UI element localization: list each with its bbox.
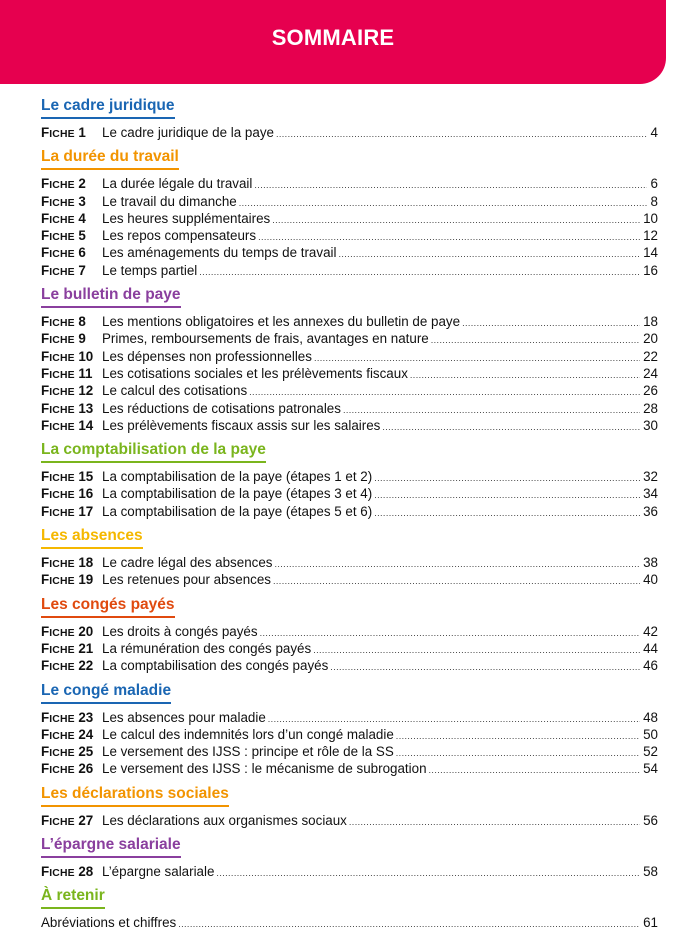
fiche-number: FICHE 27 — [41, 812, 94, 828]
toc-section — [41, 886, 658, 937]
entry-label: Le travail du dimanche — [102, 193, 237, 209]
entry-label: Abréviations et chiffres — [41, 915, 177, 931]
page-number: 56 — [643, 812, 658, 828]
page-number: 20 — [643, 331, 658, 347]
page-number: 54 — [643, 761, 658, 777]
fiche-number: FICHE 23 — [41, 709, 94, 725]
toc-entry[interactable] — [41, 244, 658, 261]
dot-leader — [272, 212, 640, 229]
toc-section — [41, 526, 658, 595]
section-title: Le congé maladie — [41, 681, 171, 704]
dot-leader — [178, 916, 640, 933]
dot-leader — [199, 264, 640, 281]
toc-entry[interactable] — [41, 227, 658, 244]
section-title: L’épargne salariale — [41, 835, 181, 858]
dot-leader — [276, 126, 647, 143]
dot-leader — [260, 625, 641, 642]
toc-section — [41, 784, 658, 835]
entry-label: La comptabilisation de la paye (étapes 3 et 4) — [102, 486, 373, 502]
entry-label: La durée légale du travail — [102, 176, 253, 192]
fiche-number: FICHE 1 — [41, 125, 86, 140]
toc-section — [41, 681, 658, 784]
dot-leader — [274, 556, 640, 573]
page-number: 46 — [643, 658, 658, 674]
entry-label: Les absences pour maladie — [102, 709, 266, 725]
toc-entry[interactable] — [41, 313, 658, 330]
page-number: 14 — [643, 245, 658, 261]
entry-label: La comptabilisation des congés payés — [102, 658, 329, 674]
entry-label: L’épargne salariale — [102, 864, 215, 880]
toc-section — [41, 147, 658, 285]
page-number: 40 — [643, 572, 658, 588]
toc-entry[interactable] — [41, 812, 658, 829]
entry-label: La comptabilisation de la paye (étapes 5 et 6) — [102, 503, 373, 519]
dot-leader — [273, 573, 640, 590]
dot-leader — [374, 470, 640, 487]
section-title: À retenir — [41, 886, 105, 909]
section-title: Les déclarations sociales — [41, 784, 229, 807]
fiche-number: FICHE 28 — [41, 864, 94, 880]
section-title: Les congés payés — [41, 595, 175, 618]
fiche-number: FICHE 18 — [41, 555, 94, 571]
entry-label: Les déclarations aux organismes sociaux — [102, 812, 347, 828]
page-number: 26 — [643, 383, 658, 399]
toc-entry[interactable] — [41, 210, 658, 227]
toc-entry[interactable] — [41, 726, 658, 743]
entry-label: Le versement des IJSS : le mécanisme de subrogation — [102, 761, 427, 777]
toc-entry[interactable] — [41, 124, 658, 141]
toc-section — [41, 440, 658, 526]
entry-label: Les mentions obligatoires et les annexes du bulletin de paye — [102, 314, 461, 330]
page-number: 30 — [643, 417, 658, 433]
toc-entry[interactable] — [41, 330, 658, 347]
dot-leader — [429, 762, 641, 779]
toc-section — [41, 595, 658, 681]
toc-entry[interactable] — [41, 503, 658, 520]
toc-entry[interactable] — [41, 914, 658, 931]
dot-leader — [462, 315, 640, 332]
page-number: 18 — [643, 314, 658, 330]
fiche-number: FICHE 17 — [41, 503, 94, 519]
page-number: 52 — [643, 744, 658, 760]
entry-label: Les cotisations sociales et les prélèvements fiscaux — [102, 365, 408, 381]
fiche-number: FICHE 11 — [41, 365, 93, 381]
toc-section — [41, 835, 658, 886]
toc-entry[interactable] — [41, 485, 658, 502]
fiche-number: FICHE 25 — [41, 744, 94, 760]
page-number: 36 — [643, 503, 658, 519]
fiche-number: FICHE 12 — [41, 383, 94, 399]
dot-leader — [330, 659, 640, 676]
section-title: Les absences — [41, 526, 143, 549]
dot-leader — [239, 195, 647, 212]
page-number: 32 — [643, 469, 658, 485]
page-number: 48 — [643, 709, 658, 725]
section-title: Le cadre juridique — [41, 96, 175, 119]
page-number: 34 — [643, 486, 658, 502]
entry-label: La comptabilisation de la paye (étapes 1 et 2) — [102, 469, 373, 485]
fiche-number: FICHE 5 — [41, 228, 86, 244]
toc-entry[interactable] — [41, 417, 658, 434]
fiche-number: FICHE 21 — [41, 640, 94, 656]
dot-leader — [382, 419, 640, 436]
fiche-number: FICHE 7 — [41, 262, 86, 278]
page-number: 44 — [643, 640, 658, 656]
dot-leader — [410, 367, 640, 384]
entry-label: Les réductions de cotisations patronales — [102, 400, 341, 416]
page-title: SOMMAIRE — [271, 25, 395, 50]
dot-leader — [374, 505, 640, 522]
toc-entry[interactable] — [41, 400, 658, 417]
dot-leader — [216, 865, 640, 882]
entry-label: Le cadre juridique de la paye — [102, 125, 274, 140]
toc-entry[interactable] — [41, 175, 658, 192]
entry-label: Primes, remboursements de frais, avantages en nature — [102, 331, 429, 347]
fiche-number: FICHE 4 — [41, 210, 86, 226]
fiche-number: FICHE 24 — [41, 726, 94, 742]
page-number: 24 — [643, 365, 658, 381]
section-title: Le bulletin de paye — [41, 285, 181, 308]
page-number: 58 — [643, 864, 658, 880]
entry-label: Les prélèvements fiscaux assis sur les salaires — [102, 417, 381, 433]
dot-leader — [349, 814, 640, 831]
fiche-number: FICHE 8 — [41, 314, 86, 330]
toc-entry[interactable] — [41, 365, 658, 382]
page-number: 4 — [650, 125, 658, 140]
page-number: 38 — [643, 555, 658, 571]
section-title: La durée du travail — [41, 147, 179, 170]
entry-label: Les droits à congés payés — [102, 623, 258, 639]
toc-section — [41, 285, 658, 440]
page-number: 61 — [643, 915, 658, 931]
fiche-number: FICHE 9 — [41, 331, 86, 347]
entry-label: Les dépenses non professionnelles — [102, 348, 312, 364]
entry-label: Les aménagements du temps de travail — [102, 245, 337, 261]
entry-label: Les heures supplémentaires — [102, 210, 271, 226]
toc-entry[interactable] — [41, 382, 658, 399]
page-number: 22 — [643, 348, 658, 364]
page-number: 6 — [650, 176, 658, 192]
toc-entry[interactable] — [41, 863, 658, 880]
fiche-number: FICHE 3 — [41, 193, 86, 209]
entry-label: Le versement des IJSS : principe et rôle de la SS — [102, 744, 394, 760]
fiche-number: FICHE 15 — [41, 469, 94, 485]
entry-label: Le temps partiel — [102, 262, 198, 278]
toc-entry[interactable] — [41, 760, 658, 777]
fiche-number: FICHE 2 — [41, 176, 86, 192]
dot-leader — [396, 745, 640, 762]
page-number: 28 — [643, 400, 658, 416]
toc-entry[interactable] — [41, 468, 658, 485]
header-banner — [0, 0, 666, 84]
dot-leader — [254, 177, 647, 194]
dot-leader — [396, 728, 640, 745]
fiche-number: FICHE 26 — [41, 761, 94, 777]
entry-label: Les retenues pour absences — [102, 572, 271, 588]
fiche-number: FICHE 13 — [41, 400, 94, 416]
dot-leader — [374, 487, 640, 504]
page-number: 8 — [650, 193, 658, 209]
toc-entry[interactable] — [41, 571, 658, 588]
page-number: 42 — [643, 623, 658, 639]
entry-label: La rémunération des congés payés — [102, 640, 312, 656]
fiche-number: FICHE 10 — [41, 348, 94, 364]
toc-entry[interactable] — [41, 554, 658, 571]
fiche-number: FICHE 14 — [41, 417, 94, 433]
fiche-number: FICHE 22 — [41, 658, 94, 674]
page-number: 12 — [643, 228, 658, 244]
page-number: 10 — [643, 210, 658, 226]
page-number: 50 — [643, 726, 658, 742]
section-title: La comptabilisation de la paye — [41, 440, 266, 463]
fiche-number: FICHE 16 — [41, 486, 94, 502]
fiche-number: FICHE 20 — [41, 623, 94, 639]
toc-entry[interactable] — [41, 640, 658, 657]
dot-leader — [431, 332, 640, 349]
toc-entry[interactable] — [41, 657, 658, 674]
toc-entry[interactable] — [41, 262, 658, 279]
toc-entry[interactable] — [41, 348, 658, 365]
toc-entry[interactable] — [41, 743, 658, 760]
page-number: 16 — [643, 262, 658, 278]
entry-label: Le calcul des cotisations — [102, 383, 248, 399]
toc-entry[interactable] — [41, 709, 658, 726]
table-of-contents — [41, 96, 658, 938]
entry-label: Les repos compensateurs — [102, 228, 257, 244]
toc-section — [41, 96, 658, 147]
fiche-number: FICHE 19 — [41, 572, 94, 588]
toc-entry[interactable] — [41, 623, 658, 640]
dot-leader — [343, 402, 640, 419]
entry-label: Le calcul des indemnités lors d’un congé maladie — [102, 726, 394, 742]
toc-entry[interactable] — [41, 193, 658, 210]
entry-label: Le cadre légal des absences — [102, 555, 273, 571]
dot-leader — [313, 642, 640, 659]
fiche-number: FICHE 6 — [41, 245, 86, 261]
dot-leader — [338, 246, 640, 263]
